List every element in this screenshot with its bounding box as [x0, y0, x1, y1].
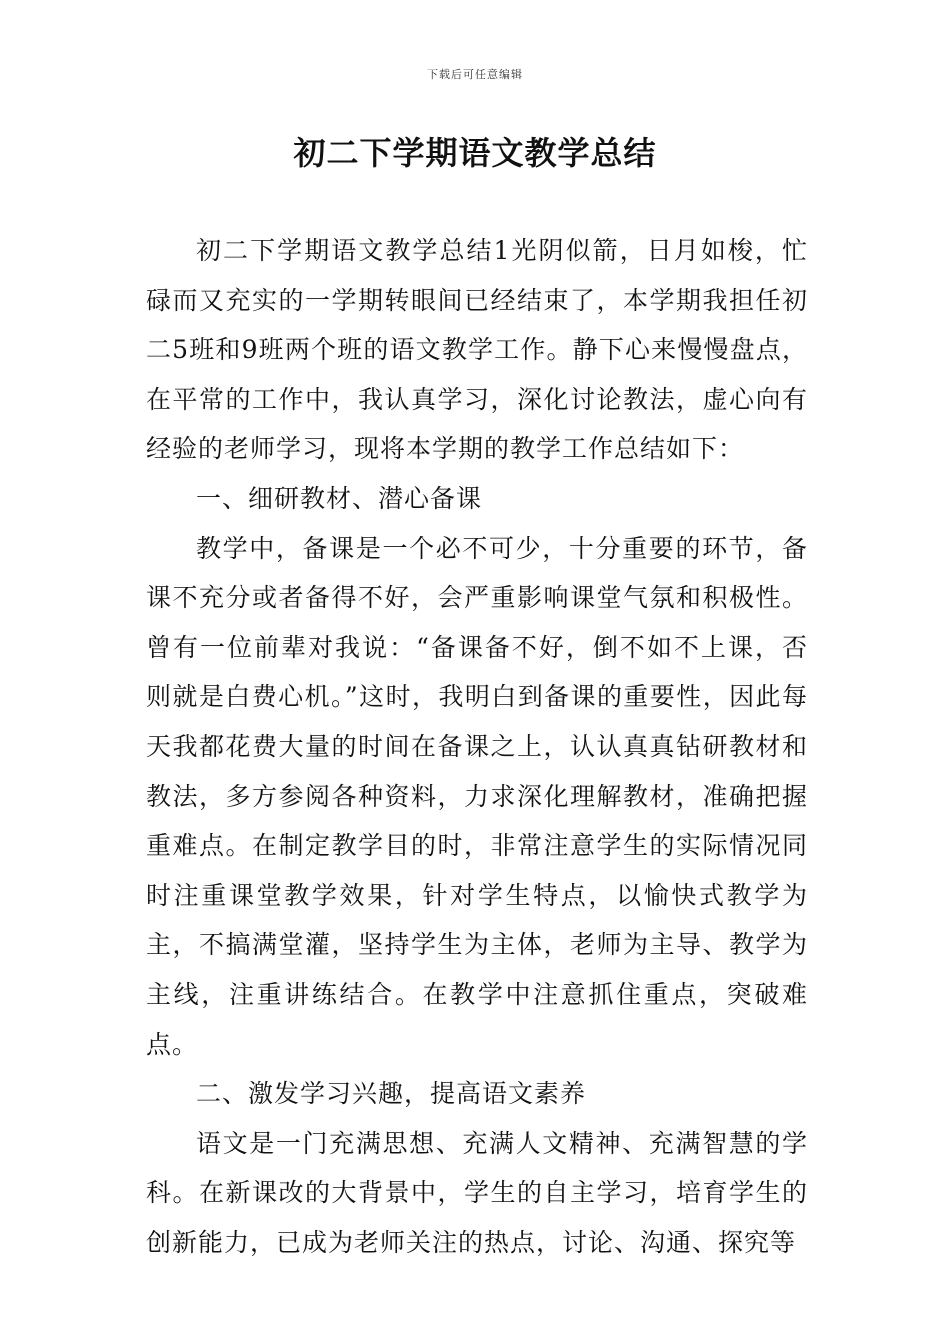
document-title: 初二下学期语文教学总结	[293, 134, 657, 172]
section-1-paragraph: 教学中，备课是一个必不可少，十分重要的环节，备课不充分或者备得不好，会严重影响课堂气氛和积极性。曾有一位前辈对我说：“备课备不好，倒不如不上课，否则就是白费心机。”这时，我明白到备课的重要性，因此每天我都花费大量的时间在备课之上，认认真真钻研教材和教法，多方参阅各种资料，力求深化理解教材，准确把握重难点。在制定教学目的时，非常注意学生的实际情况同时注重课堂教学效果，针对学生特点，以愉快式教学为主，不搞满堂灌，坚持学生为主体，老师为主导、教学为主线，注重讲练结合。在教学中注意抓住重点，突破难点。	[146, 533, 808, 1059]
page-header-note: 下载后可任意编辑	[427, 68, 523, 81]
section-heading-1: 一、细研教材、潜心备课	[196, 483, 483, 513]
document-body	[146, 226, 808, 1267]
section-heading-2: 二、激发学习兴趣，提高语文素养	[196, 1079, 587, 1109]
intro-paragraph: 初二下学期语文教学总结1光阴似箭，日月如梭，忙碌而又充实的一学期转眼间已经结束了，本学期我担任初二5班和9班两个班的语文教学工作。静下心来慢慢盘点，在平常的工作中，我认真学习，深化讨论教法，虚心向有经验的老师学习，现将本学期的教学工作总结如下：	[146, 236, 808, 464]
section-2-paragraph: 语文是一门充满思想、充满人文精神、充满智慧的学科。在新课改的大背景中，学生的自主学习，培育学生的创新能力，已成为老师关注的热点，讨论、沟通、探究等	[146, 1128, 808, 1257]
